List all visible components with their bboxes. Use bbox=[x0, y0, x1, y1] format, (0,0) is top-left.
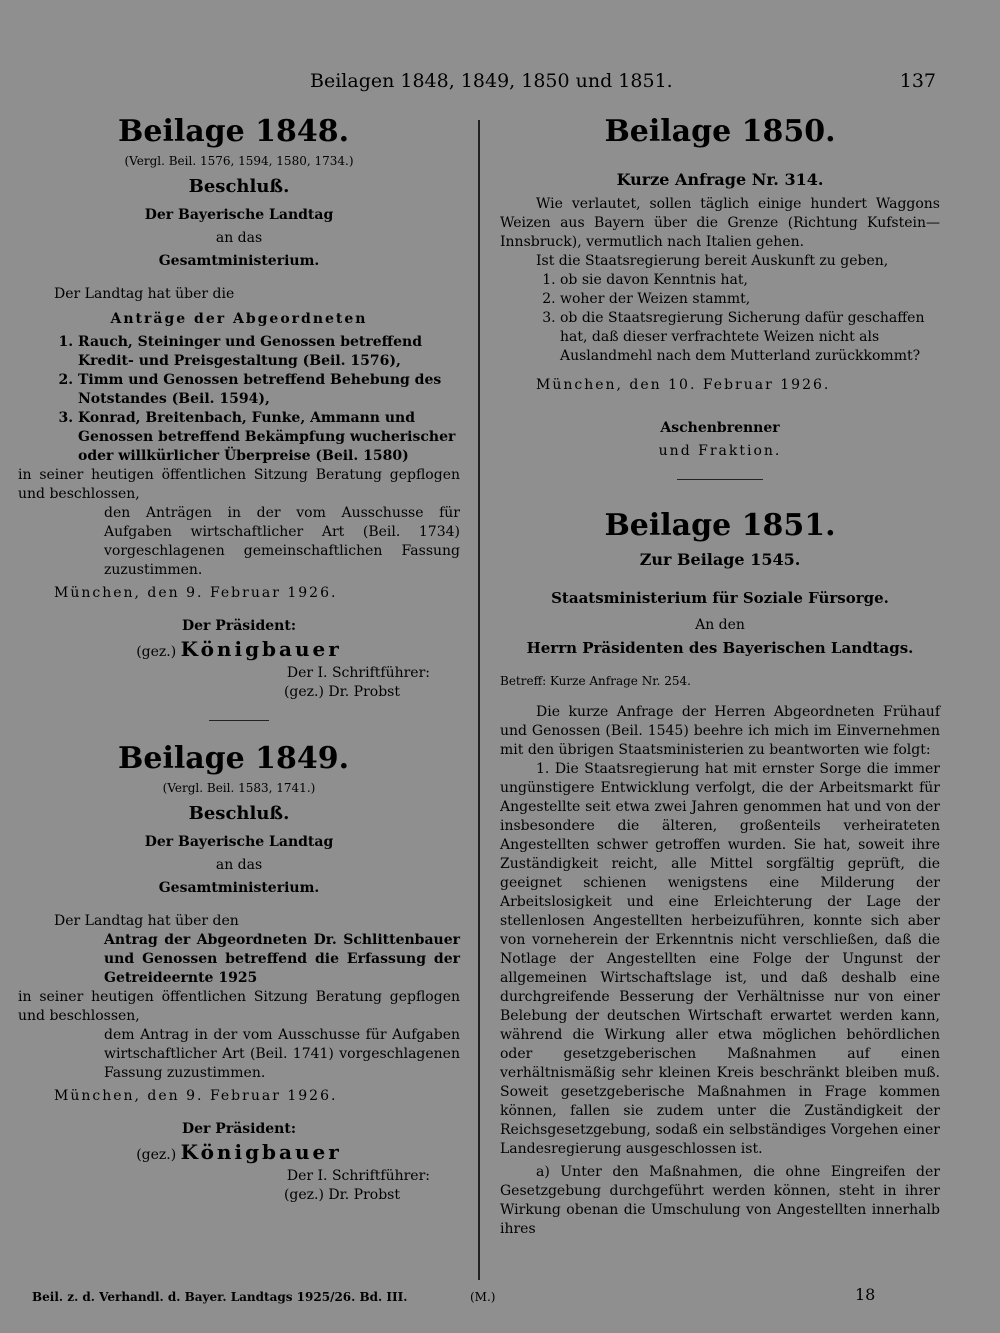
beilage-1850-list bbox=[500, 271, 940, 366]
beilage-1850-fraktion: und Fraktion. bbox=[658, 443, 782, 459]
beilage-1849-signature bbox=[18, 1140, 460, 1165]
beilage-1849-praesident: Der Präsident: bbox=[182, 1121, 296, 1137]
list-item: 1. Rauch, Steininger und Genossen betreffend Kredit- und Preisgestaltung (Beil. 1576), bbox=[78, 333, 460, 371]
beilage-1848-zustimmen: den Anträgen in der vom Ausschusse für Aufgaben wirtschaftlicher Art (Beil. 1734) vorgeschlagenen gemeinschaftlichen Fassung zuzustimmen. bbox=[104, 505, 460, 578]
beilage-1848-list bbox=[18, 333, 460, 466]
beilage-1848-schriftfuehrer: Der I. Schriftführer: bbox=[286, 665, 430, 681]
beilage-1848-an-das: an das bbox=[215, 230, 263, 246]
beilage-1851-an-den: An den bbox=[695, 617, 745, 633]
gez-label: (gez.) bbox=[136, 1147, 177, 1163]
list-item: 1. ob sie davon Kenntnis hat, bbox=[560, 271, 940, 290]
beilage-1848-probst: (gez.) Dr. Probst bbox=[283, 684, 400, 700]
beilage-1850-p1: Wie verlautet, sollen täglich einige hundert Waggons Weizen aus Bayern über die Grenze (Richtung Kufstein—Innsbruck), vermutlich nach Italien gehen. bbox=[500, 196, 940, 250]
beilage-1849-schriftfuehrer: Der I. Schriftführer: bbox=[286, 1168, 430, 1184]
right-column bbox=[500, 112, 940, 1239]
beilage-1848-signature bbox=[18, 637, 460, 662]
beilage-1848-praesident: Der Präsident: bbox=[182, 618, 296, 634]
beilage-1849-title: Beilage 1849. bbox=[118, 741, 350, 776]
beilage-1849-sitzung: in seiner heutigen öffentlichen Sitzung Beratung gepflogen und beschlossen, bbox=[18, 989, 460, 1024]
beilage-1849-zustimmen: dem Antrag in der vom Ausschusse für Aufgaben wirtschaftlicher Art (Beil. 1741) vorgeschlagenen Fassung zuzustimmen. bbox=[104, 1027, 460, 1081]
beilage-1851-herrn: Herrn Präsidenten des Bayerischen Landtags. bbox=[526, 639, 914, 657]
beilage-1849-ref: (Vergl. Beil. 1583, 1741.) bbox=[162, 781, 316, 795]
beilage-1851-title: Beilage 1851. bbox=[604, 508, 836, 543]
running-header: Beilagen 1848, 1849, 1850 und 1851. bbox=[310, 70, 673, 92]
beilage-1850-p2: Ist die Staatsregierung bereit Auskunft zu geben, bbox=[536, 253, 889, 269]
beilage-1849-antrag: Antrag der Abgeordneten Dr. Schlittenbauer und Genossen betreffend die Erfassung der Getreideernte 1925 bbox=[104, 932, 460, 986]
beilage-1851-p2: 1. Die Staatsregierung hat mit ernster Sorge die immer ungünstigere Entwicklung verfolgt, die der Arbeitsmarkt für Angestellte seit etwa zwei Jahren genommen hat und von der insbesondere die älteren, großenteils verheirateten Angestellten schwer getroffen wurden. Sie hat, soweit ihre Zuständigkeit reicht, alle Mittel sorgfältig geprüft, die geeignet schienen wenigstens eine Milderung der Arbeitslosigkeit und eine Erleichterung der Lage der stellenlosen Angestellten herbeizuführen, konnte sich aber von vorneherein der Erkenntnis nicht verschließen, daß die Notlage der Angestellten eine Folge der Ungunst der allgemeinen Wirtschaftslage ist, und daß deshalb eine durchgreifende Besserung der Verhältnisse nur von einer Belebung der deutschen Wirtschaft erwartet werden kann, während die Wirkung aller etwa möglichen behördlichen oder gesetzgeberischen Maßnahmen auf einen verhältnismäßig sehr kleinen Kreis beschränkt bleiben muß. Soweit gesetzgeberische Maßnahmen in Frage kommen können, fallen sie zudem unter die Zuständigkeit der Reichsgesetzgebung, sodaß ein selbständiges Vorgehen einer Landesregierung ausgeschlossen ist. bbox=[500, 761, 940, 1157]
footer-reference: Beil. z. d. Verhandl. d. Bayer. Landtags 1925/26. Bd. III. bbox=[32, 1290, 408, 1304]
beilage-1851-p1: Die kurze Anfrage der Herren Abgeordneten Frühauf und Genossen (Beil. 1545) beehre ich mich im Einvernehmen mit den übrigen Staatsministerien zu beantworten wie folgt: bbox=[500, 704, 940, 758]
beilage-1849-probst: (gez.) Dr. Probst bbox=[283, 1187, 400, 1203]
list-item: 3. ob die Staatsregierung Sicherung dafür geschaffen hat, daß dieser verfrachtete Weizen nicht als Auslandmehl nach dem Mutterland zurückkommt? bbox=[560, 309, 940, 366]
beilage-1849-intro: Der Landtag hat über den bbox=[54, 913, 239, 929]
signer-name: Königbauer bbox=[180, 637, 342, 661]
footer-mark: (M.) bbox=[470, 1290, 496, 1304]
signer-name: Königbauer bbox=[180, 1140, 342, 1164]
beilage-1849-gesamt: Gesamtministerium. bbox=[158, 880, 320, 896]
list-item: 2. Timm und Genossen betreffend Behebung des Notstandes (Beil. 1594), bbox=[78, 371, 460, 409]
beilage-1848-sitzung: in seiner heutigen öffentlichen Sitzung Beratung gepflogen und beschlossen, bbox=[18, 467, 460, 502]
column-divider bbox=[478, 120, 480, 1280]
list-item: 2. woher der Weizen stammt, bbox=[560, 290, 940, 309]
section-rule bbox=[677, 479, 763, 480]
beilage-1848-antraege: Anträge der Abgeordneten bbox=[110, 311, 368, 327]
beilage-1849-beschluss: Beschluß. bbox=[188, 803, 290, 824]
beilage-1848-landtag: Der Bayerische Landtag bbox=[144, 207, 334, 223]
beilage-1851-zur: Zur Beilage 1545. bbox=[639, 550, 801, 569]
beilage-1848-intro: Der Landtag hat über die bbox=[54, 286, 235, 302]
page-number: 137 bbox=[899, 70, 936, 92]
beilage-1848-gesamt: Gesamtministerium. bbox=[158, 253, 320, 269]
beilage-1849-landtag: Der Bayerische Landtag bbox=[144, 834, 334, 850]
beilage-1850-name: Aschenbrenner bbox=[660, 420, 780, 436]
beilage-1848-ref: (Vergl. Beil. 1576, 1594, 1580, 1734.) bbox=[124, 154, 354, 168]
beilage-1851-p3: a) Unter den Maßnahmen, die ohne Eingreifen der Gesetzgebung durchgeführt werden können, steht in ihrer Wirkung obenan die Umschulung von Angestellten innerhalb ihres bbox=[500, 1164, 940, 1237]
list-item: 3. Konrad, Breitenbach, Funke, Ammann und Genossen betreffend Bekämpfung wucherischer oder willkürlicher Überpreise (Beil. 1580) bbox=[78, 409, 460, 466]
beilage-1849-an-das: an das bbox=[215, 857, 263, 873]
footer-sheet-number: 18 bbox=[855, 1285, 876, 1304]
beilage-1849-date: München, den 9. Februar 1926. bbox=[54, 1088, 338, 1104]
beilage-1848-date: München, den 9. Februar 1926. bbox=[54, 585, 338, 601]
left-column bbox=[18, 112, 460, 1205]
beilage-1850-title: Beilage 1850. bbox=[604, 114, 836, 149]
beilage-1851-betreff: Betreff: Kurze Anfrage Nr. 254. bbox=[500, 674, 691, 688]
beilage-1850-anfrage: Kurze Anfrage Nr. 314. bbox=[616, 170, 824, 189]
beilage-1848-title: Beilage 1848. bbox=[118, 114, 350, 149]
beilage-1848-beschluss: Beschluß. bbox=[188, 176, 290, 197]
gez-label: (gez.) bbox=[136, 644, 177, 660]
beilage-1850-date: München, den 10. Februar 1926. bbox=[536, 377, 831, 393]
beilage-1851-ministerium: Staatsministerium für Soziale Fürsorge. bbox=[551, 589, 889, 607]
section-rule bbox=[209, 720, 269, 721]
